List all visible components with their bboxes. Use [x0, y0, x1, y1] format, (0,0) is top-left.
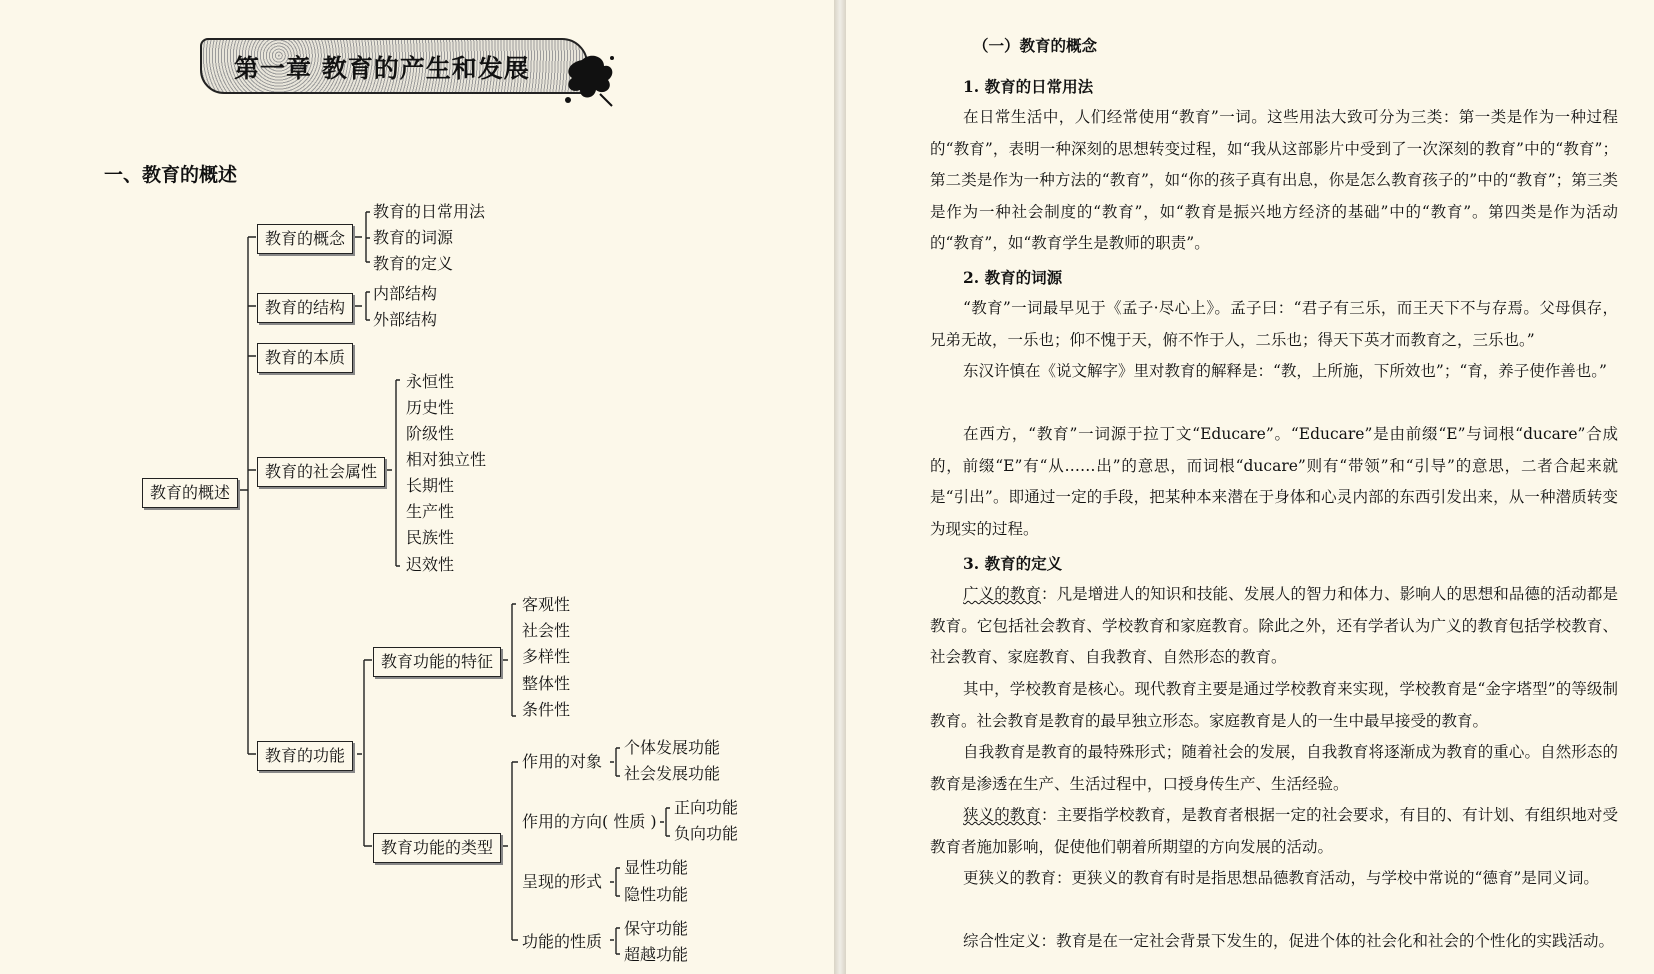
leaf-social-5: 生产性 — [406, 502, 455, 521]
paragraph-shuowen: 东汉许慎在《说文解字》里对教育的解释是：“教，上所施，下所效也”；“育，养子使作善也。” — [963, 362, 1607, 380]
leaf-direction-0: 正向功能 — [674, 798, 739, 817]
leaf-structure-1: 外部结构 — [373, 310, 438, 329]
leaf-concept-2: 教育的定义 — [373, 254, 454, 273]
leaf-feature-4: 条件性 — [522, 700, 571, 719]
leaf-social-4: 长期性 — [406, 476, 455, 495]
paragraph-educare: 在西方，“教育”一词源于拉丁文“Educare”。“Educare”是由前缀“E”与词根“ducare”合成的，前缀“E”有“从……出”的意思，而词根“ducare”则有“带领”和“引导”的意思，二者合起来就是“引出”。即通过一定的手段，把某种本来潜在于身体和心灵内部的东西引发出来，从一种潜质转变为现实的过程。 — [930, 425, 1618, 538]
paragraph-school-core: 其中，学校教育是核心。现代教育主要是通过学校教育来实现，学校教育是“金字塔型”的等级制教育。社会教育是教育的最早独立形态。家庭教育是人的一生中最早接受的教育。 — [930, 680, 1618, 730]
node-function-features: 教育功能的特征 — [373, 647, 501, 677]
section-title: 一、教育的概述 — [104, 164, 238, 186]
paragraph-daily-usage: 在日常生活中，人们经常使用“教育”一词。这些用法大致可分为三类：第一类是作为一种过程的“教育”，表明一种深刻的思想转变过程，如“我从这部影片中受到了一次深刻的教育”中的“教育”；第二类是作为一种方法的“教育”，如“你的孩子真有出息，你是怎么教育孩子的”中的“教育”；第三类是作为一种社会制度的“教育”，如“教育是振兴地方经济的基础”中的“教育”。第四类是作为活动的“教育”，如“教育学生是教师的职责”。 — [930, 108, 1618, 252]
group-label-direction: 作用的方向( 性质 ) — [522, 812, 657, 831]
leaf-feature-0: 客观性 — [522, 595, 571, 614]
node-function: 教育的功能 — [257, 741, 353, 771]
subheading-daily-usage: 1. 教育的日常用法 — [963, 77, 1094, 96]
paragraph-self-education: 自我教育是教育的最特殊形式；随着社会的发展，自我教育将逐渐成为教育的重心。自然形态的教育是渗透在生产、生活过程中，口授身传生产、生活经验。 — [930, 743, 1618, 793]
leaf-form-1: 隐性功能 — [624, 885, 689, 904]
leaf-feature-1: 社会性 — [522, 621, 571, 640]
paragraph-narrowest-definition: 更狭义的教育：更狭义的教育有时是指思想品德教育活动，与学校中常说的“德育”是同义词。 — [963, 869, 1599, 887]
leaf-social-2: 阶级性 — [406, 424, 455, 443]
leaf-feature-2: 多样性 — [522, 647, 571, 666]
leaf-concept-1: 教育的词源 — [373, 228, 454, 247]
leaf-feature-3: 整体性 — [522, 674, 571, 693]
term-broad-education: 广义的教育 — [963, 585, 1041, 603]
leaf-concept-0: 教育的日常用法 — [373, 202, 486, 221]
chapter-title: 第一章 教育的产生和发展 — [234, 54, 530, 83]
group-label-nature: 功能的性质 — [522, 932, 603, 951]
group-label-object: 作用的对象 — [522, 752, 603, 771]
term-narrow-education: 狭义的教育 — [963, 806, 1041, 824]
right-page — [846, 0, 1654, 974]
mindmap-root: 教育的概述 — [142, 478, 238, 508]
concept-heading: （一）教育的概念 — [973, 36, 1098, 55]
leaf-object-0: 个体发展功能 — [624, 738, 721, 757]
leaf-nature-1: 超越功能 — [624, 945, 689, 964]
leaf-social-7: 迟效性 — [406, 555, 455, 574]
text-broad-education: ：凡是增进人的知识和技能、发展人的智力和体力、影响人的思想和品德的活动都是教育。它包括社会教育、学校教育和家庭教育。除此之外，还有学者认为广义的教育包括学校教育、社会教育、家庭教育、自我教育、自然形态的教育。 — [930, 585, 1618, 666]
paragraph-comprehensive-definition: 综合性定义：教育是在一定社会背景下发生的，促进个体的社会化和社会的个性化的实践活动。 — [963, 932, 1615, 950]
leaf-form-0: 显性功能 — [624, 858, 689, 877]
paragraph-broad-definition — [930, 579, 1618, 674]
node-concept: 教育的概念 — [257, 224, 353, 254]
text-narrow-education: ：主要指学校教育，是教育者根据一定的社会要求，有目的、有计划、有组织地对受教育者施加影响，促使他们朝着所期望的方向发展的活动。 — [930, 806, 1618, 856]
node-structure: 教育的结构 — [257, 293, 353, 323]
leaf-social-0: 永恒性 — [406, 372, 455, 391]
leaf-nature-0: 保守功能 — [624, 919, 689, 938]
group-label-form: 呈现的形式 — [522, 872, 603, 891]
node-social: 教育的社会属性 — [257, 457, 385, 487]
leaf-structure-0: 内部结构 — [373, 284, 438, 303]
leaf-social-3: 相对独立性 — [406, 450, 487, 469]
leaf-social-6: 民族性 — [406, 528, 455, 547]
book-gutter — [834, 0, 846, 974]
leaf-social-1: 历史性 — [406, 398, 455, 417]
node-essence: 教育的本质 — [257, 343, 353, 373]
leaf-object-1: 社会发展功能 — [624, 764, 721, 783]
subheading-definition: 3. 教育的定义 — [963, 554, 1063, 573]
node-function-types: 教育功能的类型 — [373, 833, 501, 863]
subheading-etymology: 2. 教育的词源 — [963, 268, 1063, 287]
leaf-direction-1: 负向功能 — [674, 824, 739, 843]
paragraph-narrow-definition — [930, 800, 1618, 863]
paragraph-mencius: “教育”一词最早见于《孟子·尽心上》。孟子曰：“君子有三乐，而王天下不与存焉。父母俱存，兄弟无故，一乐也；仰不愧于天，俯不怍于人，二乐也；得天下英才而教育之，三乐也。” — [930, 299, 1618, 349]
